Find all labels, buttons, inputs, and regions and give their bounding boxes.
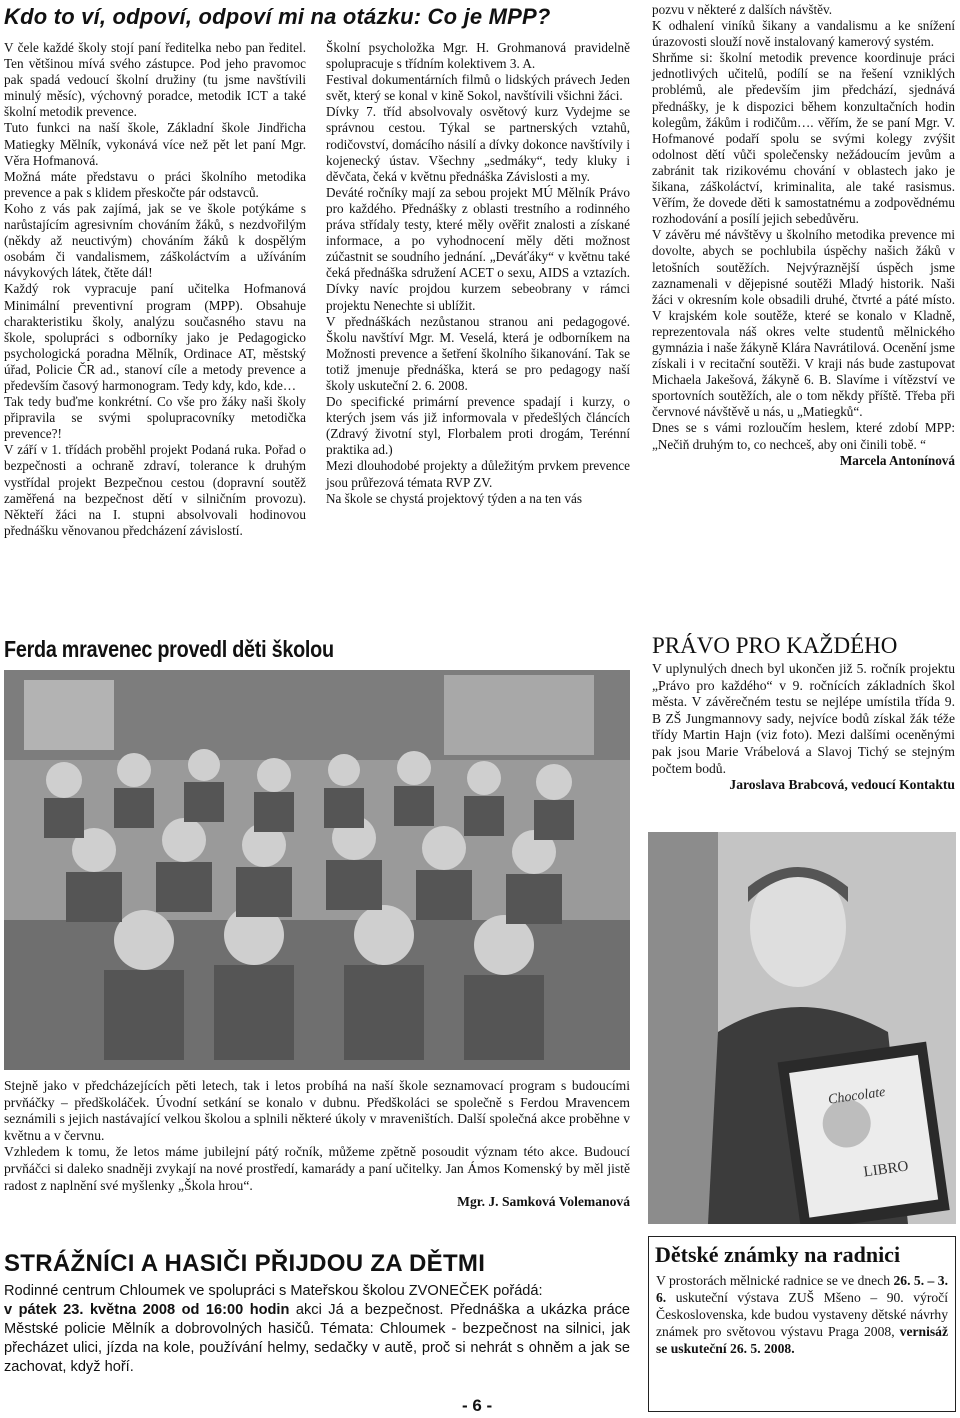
- page-title: Kdo to ví, odpoví, odpoví mi na otázku: Co je MPP?: [4, 4, 551, 29]
- student-award-photo-graphic: [648, 832, 956, 1224]
- paragraph: Tak tedy buďme konkrétní. Co vše pro žáky naši školy připravila se svými spolupracovníky metodička prevence?!: [4, 394, 306, 442]
- paragraph: V září v 1. třídách proběhl projekt Podaná ruka. Pořad o bezpečnosti a ochraně zdraví, tolerance k druhým vystřídal projekt Bezpečnou cestou (dopravní soutěž zaměřená na bezpečnost dětí v silničním provozu). Někteří žáci na I. stupni absolvovali hodinovou přednášku věnovanou předcházení závislostí.: [4, 442, 306, 538]
- paragraph: Možná máte představu o práci školního metodika prevence a pak s klidem přeskočte pár odstavců.: [4, 168, 306, 200]
- paragraph: Vzhledem k tomu, že letos máme jubilejní pátý ročník, můžeme zpětně posoudit význam této akce. Budoucí prvňáčci si daleko snadněji zvykají na nové prostředí, kamarády a paní učitelky. Jan Ámos Komenský by měl jistě radost z naplnění své myšlenky „Škola hrou“.: [4, 1144, 630, 1193]
- ferda-article: [4, 1078, 630, 1211]
- children-photo-graphic: [4, 670, 630, 1070]
- box-brand-text: LIBRO: [862, 1158, 910, 1181]
- paragraph: Mezi dlouhodobé projekty a důležitým prvkem prevence jsou průřezová témata RVP ZV.: [326, 458, 630, 490]
- student-award-photo: [648, 832, 956, 1224]
- paragraph: Koho z vás pak zajímá, jak se ve škole potýkáme s narůstajícím agresivním chováním žáků, s nezdvořilým (někdy až neuctivým) chováním žáků k dospělým osobám či vandalismem, záškoláctvím a užíváním návykových látek, čtěte dál!: [4, 200, 306, 281]
- paragraph: Rodinné centrum Chloumek ve spolupráci s Mateřskou školou ZVONEČEK pořádá:: [4, 1283, 543, 1299]
- paragraph: V závěru mé návštěvy u školního metodika prevence mi dovolte, abych se pochlubila úspěchy našich žáků v letošních soutěžích. Nejvýraznější úspěch jsme zaznamenali v dějepisné soutěži Mladý historik. Naši žáci v okresním kole obsadili druhé, čtvrté a páté místo. V krajském kole soutěže, které se konalo v Kladně, reprezentovala náš okres velte studentů mělnického gymnázia i naše žákyně Klára Navrátilová. Ocenění jsme získali i v recitační soutěži. V kraji nás bude zastupovat Michaela Jakešová, žákyně 6. B. Slavíme i vítězství ve sportovních soutěžích, ale o tom někdy příště. Třeba při červnové návštěvě u nás, u „Matiegků“.: [652, 227, 955, 420]
- paragraph: V prostorách mělnické radnice se ve dnech 26. 5. – 3. 6. uskuteční výstava ZUŠ Mšeno – 90. výročí Československa, kde budou vystaveny dětské návrhy známek pro světovou výstavu Praga 2008, vernisáž se uskuteční 26. 5. 2008.: [656, 1273, 948, 1356]
- paragraph: Deváté ročníky mají za sebou projekt MÚ Mělník Právo pro každého. Přednášky z oblasti trestního a rodinného práva střídaly testy, které měly ověřit znalosti a získané informace, a po vyhodnocení měly děti možnost zúčastnit se soudního jednání. „Deváťáky“ v květnu také čeká přednáška sdružení ACET o sexu, AIDS a vztazích. Dívky navíc projdou kurzem sebeobrany v rámci projektu Nenechte si ublížit.: [326, 184, 630, 313]
- paragraph: v pátek 23. května 2008 od 16:00 hodin akci Já a bezpečnost. Přednáška a ukázka práce Městské policie Mělník a dobrovolných hasičů. Témata: Chloumek - bezpečnost na silnici, jak přecházet ulici, jízda na kole, používání helmy, sedačky v autě, proč si nehrát s ohněm a jak se zachovat, když hoří.: [4, 1302, 630, 1375]
- event-date: v pátek 23. května 2008 od 16:00 hodin: [4, 1302, 290, 1318]
- paragraph: Na škole se chystá projektový týden a na ten vás: [326, 490, 582, 506]
- paragraph: V přednáškách nezůstanou stranou ani pedagogové. Školu navštíví Mgr. M. Veselá, která je odborníkem na Možnosti prevence a šetření školního šikanování. Tak se totiž jmenuje přednáška, která se pro pedagogy naší školy uskuteční 2. 6. 2008.: [326, 313, 630, 393]
- paragraph: V čele každé školy stojí paní ředitelka nebo pan ředitel. Ten většinou mívá svého zástupce. Pod jeho pravomoc pak spadá vedoucí školní družiny (tu jsme navštívili minulý měsíc), výchovný poradce, metodik ICT a také školní metodik prevence.: [4, 40, 306, 120]
- paragraph: V uplynulých dnech byl ukončen již 5. ročník projektu „Právo pro každého“ v 9. ročnících základních škol města. V závěrečném testu se nejlépe umístila třída 9. B ZŠ Jungmannovy sady, nejvíce bodů získal žák téže třídy Martin Hajn (viz foto). Mezi dalšími oceněnými pak jsou Marie Vrábelová a Slavoj Tichý se stejným počtem bodů.: [652, 661, 955, 776]
- article-column-3: [652, 2, 955, 469]
- straznici-article: [4, 1282, 630, 1377]
- paragraph: pozvu v některé z dalších návštěv.: [652, 2, 833, 17]
- paragraph: Školní psycholožka Mgr. H. Grohmanová pravidelně spolupracuje s třídním kolektivem 3. A.: [326, 40, 630, 72]
- straznici-headline: STRÁŽNÍCI A HASIČI PŘIJDOU ZA DĚTMI: [4, 1250, 486, 1277]
- paragraph: Shrňme si: školní metodik prevence koordinuje práci jednotlivých učitelů, podílí se na řešení vzniklých problémů, ale především jim předchází, sjednává přednášky, je k dispozici během konzultačních hodin kolegům, žákům i rodičům…. věřím, že se paní Mgr. V. Hofmanové podaří spolu se svými kolegy zvýšit odolnost dětí vůči společensky nežádoucím jevům a zabránit tak rizikovému chování v oblastech jako je šikana, záškoláctví, kriminalita, ale také rasismus. Věřím, že dovede děti k samostatnému a zodpovědnému rozhodování a posílí jejich sebedůvěru.: [652, 50, 955, 227]
- paragraph: Tuto funkci na naší škole, Základní škole Jindřicha Matiegky Mělník, vykonává více než pět let paní Mgr. Věra Hofmanová.: [4, 120, 306, 168]
- znamky-article: [656, 1272, 948, 1357]
- paragraph: Festival dokumentárních filmů o lidských právech Jeden svět, který se konal v kině Sokol, navštívili všichni žáci.: [326, 72, 630, 104]
- paragraph: Dívky 7. tříd absolvovaly osvětový kurz Vydejme se správnou cestou. Týkal se partnerských vztahů, rodičovství, domácího násilí a dívky dokonce navštívily i kojenecký ústav. Všechny „sedmáky“, tedy kluky i děvčata, čeká v květnu přednáška Závislosti a my.: [326, 104, 630, 184]
- pravo-headline: PRÁVO PRO KAŽDÉHO: [652, 633, 898, 658]
- page-number: - 6 -: [462, 1396, 493, 1415]
- znamky-headline: Dětské známky na radnici: [655, 1242, 901, 1267]
- paragraph: Do specifické primární prevence spadají i kurzy, o kterých jsem vás již informovala v předešlých článcích (Zdravý životní styl, Florbalem proti drogám, Terénní praktika ad.): [326, 394, 630, 458]
- paragraph: Dnes se s vámi rozloučím heslem, které zdobí MPP: „Nečiň druhým to, co nechceš, aby oni činili tobě. “: [652, 420, 955, 452]
- children-photo: [4, 670, 630, 1070]
- paragraph: K odhalení viníků šikany a vandalismu a ke snížení úrazovosti slouží nově instalovaný kamerový systém.: [652, 18, 955, 50]
- article-column-2: [326, 40, 630, 507]
- box-label-text: Chocolate: [827, 1084, 887, 1108]
- ferda-headline: Ferda mravenec provedl děti školou: [4, 636, 334, 662]
- author-signature: Mgr. J. Samková Volemanová: [457, 1194, 630, 1210]
- article-column-1: [4, 40, 306, 539]
- pravo-article: [652, 661, 955, 794]
- author-signature: Jaroslava Brabcová, vedoucí Kontaktu: [729, 777, 955, 793]
- author-signature: Marcela Antonínová: [839, 452, 955, 468]
- paragraph: Každý rok vypracuje paní učitelka Hofmanová Minimální preventivní program (MPP). Obsahuje charakteristiku školy, analýzu současného stavu na škole, spolupráci s odborníky jako je Pedagogicko psychologická poradna Mělník, Ordinace AT, městský úřad, Policie ČR ad., stanoví cíle a metody prevence a především časový harmonogram. Tedy kdy, kdo, kde…: [4, 281, 306, 393]
- paragraph: Stejně jako v předcházejících pěti letech, tak i letos probíhá na naší škole seznamovací program s budoucími prvňáčky – předškoláček. Úvodní setkání se konalo v dubnu. Předškoláci se společně s Ferdou Mravencem seznámili s jejich nastávající velkou školou a splnili některé úkoly v mraveništích. Další společná akce proběhne v květnu a v červnu.: [4, 1078, 630, 1143]
